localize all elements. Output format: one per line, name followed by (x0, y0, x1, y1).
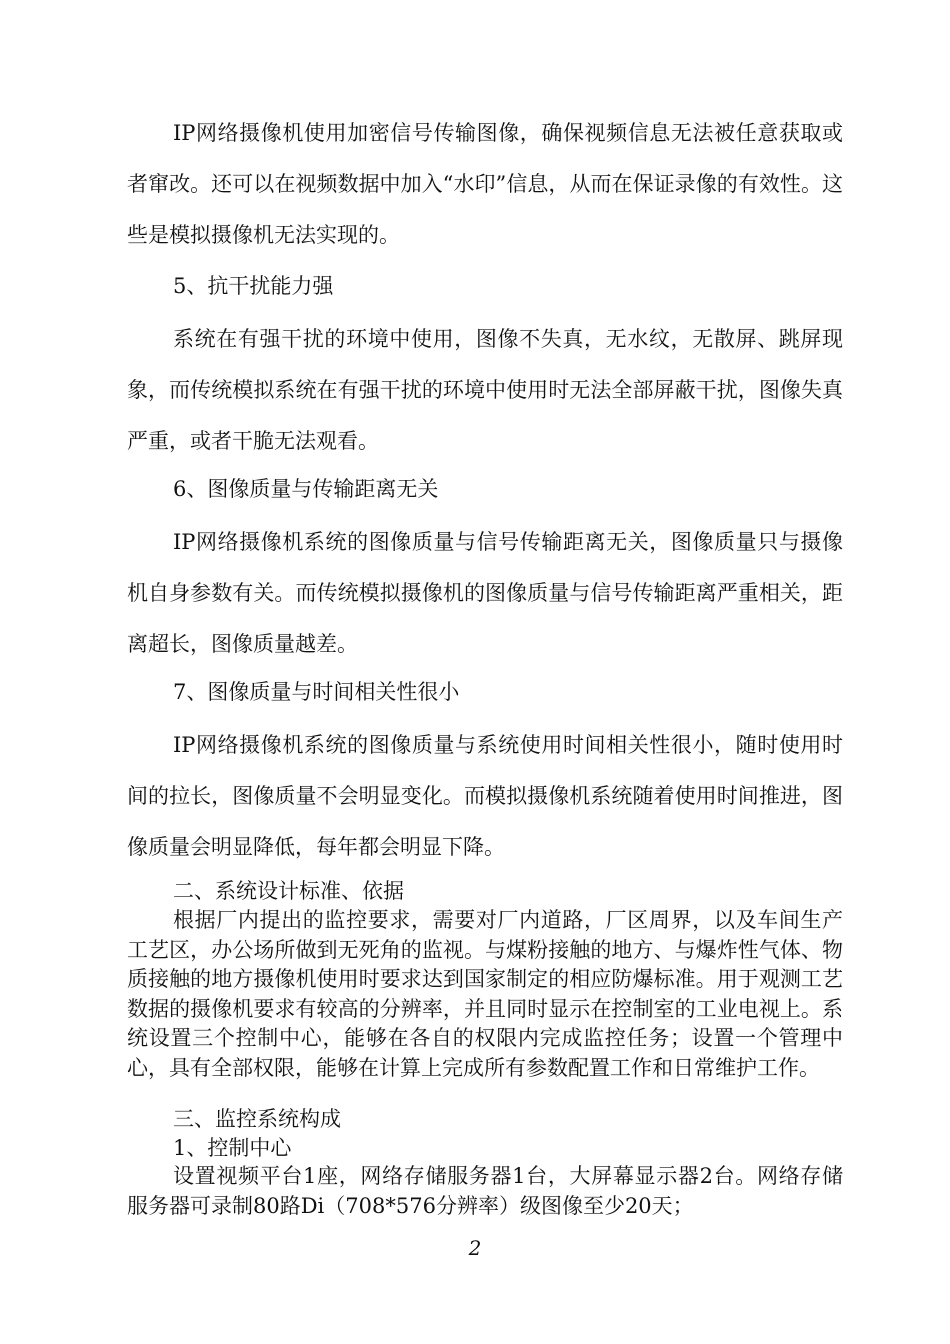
heading-distance: 6、图像质量与传输距离无关 (173, 477, 439, 501)
paragraph-control-center: 设置视频平台1座，网络存储服务器1台，大屏幕显示器2台。网络存储服务器可录制80路Di（708*576分辨率）级图像至少20天； (127, 1164, 843, 1218)
paragraph-encryption-text: IP网络摄像机使用加密信号传输图像，确保视频信息无法被任意获取或者窜改。还可以在视频数据中加入“水印”信息，从而在保证录像的有效性。这些是模拟摄像机无法实现的。 (127, 121, 843, 247)
paragraph-anti-interference (127, 314, 843, 474)
paragraph-encryption (127, 108, 843, 268)
paragraph-anti-interference-text: 系统在有强干扰的环境中使用，图像不失真，无水纹，无散屏、跳屏现象，而传统模拟系统在有强干扰的环境中使用时无法全部屏蔽干扰，图像失真严重，或者干脆无法观看。 (127, 327, 843, 453)
paragraph-time-text: IP网络摄像机系统的图像质量与系统使用时间相关性很小，随时使用时间的拉长，图像质量不会明显变化。而模拟摄像机系统随着使用时间推进，图像质量会明显降低，每年都会明显下降。 (127, 733, 843, 859)
paragraph-design-standards: 根据厂内提出的监控要求，需要对厂内道路，厂区周界，以及车间生产工艺区，办公场所做到无死角的监视。与煤粉接触的地方、与爆炸性气体、物质接触的地方摄像机使用时要求达到国家制定的相应防爆标准。用于观测工艺数据的摄像机要求有较高的分辨率，并且同时显示在控制室的工业电视上。系统设置三个控制中心，能够在各自的权限内完成监控任务；设置一个管理中心，具有全部权限，能够在计算上完成所有参数配置工作和日常维护工作。 (127, 908, 843, 1080)
subsection-title-control-center: 1、控制中心 (173, 1136, 292, 1160)
section-title-system-composition: 三、监控系统构成 (173, 1107, 341, 1131)
paragraph-distance-text: IP网络摄像机系统的图像质量与信号传输距离无关，图像质量只与摄像机自身参数有关。而传统模拟摄像机的图像质量与信号传输距离严重相关，距离超长，图像质量越差。 (127, 530, 843, 656)
heading-time: 7、图像质量与时间相关性很小 (173, 680, 460, 704)
heading-anti-interference: 5、抗干扰能力强 (173, 274, 334, 298)
page-number: 2 (468, 1236, 482, 1260)
paragraph-distance (127, 517, 843, 677)
section-title-design-standards: 二、系统设计标准、依据 (173, 879, 404, 903)
paragraph-time (127, 720, 843, 880)
